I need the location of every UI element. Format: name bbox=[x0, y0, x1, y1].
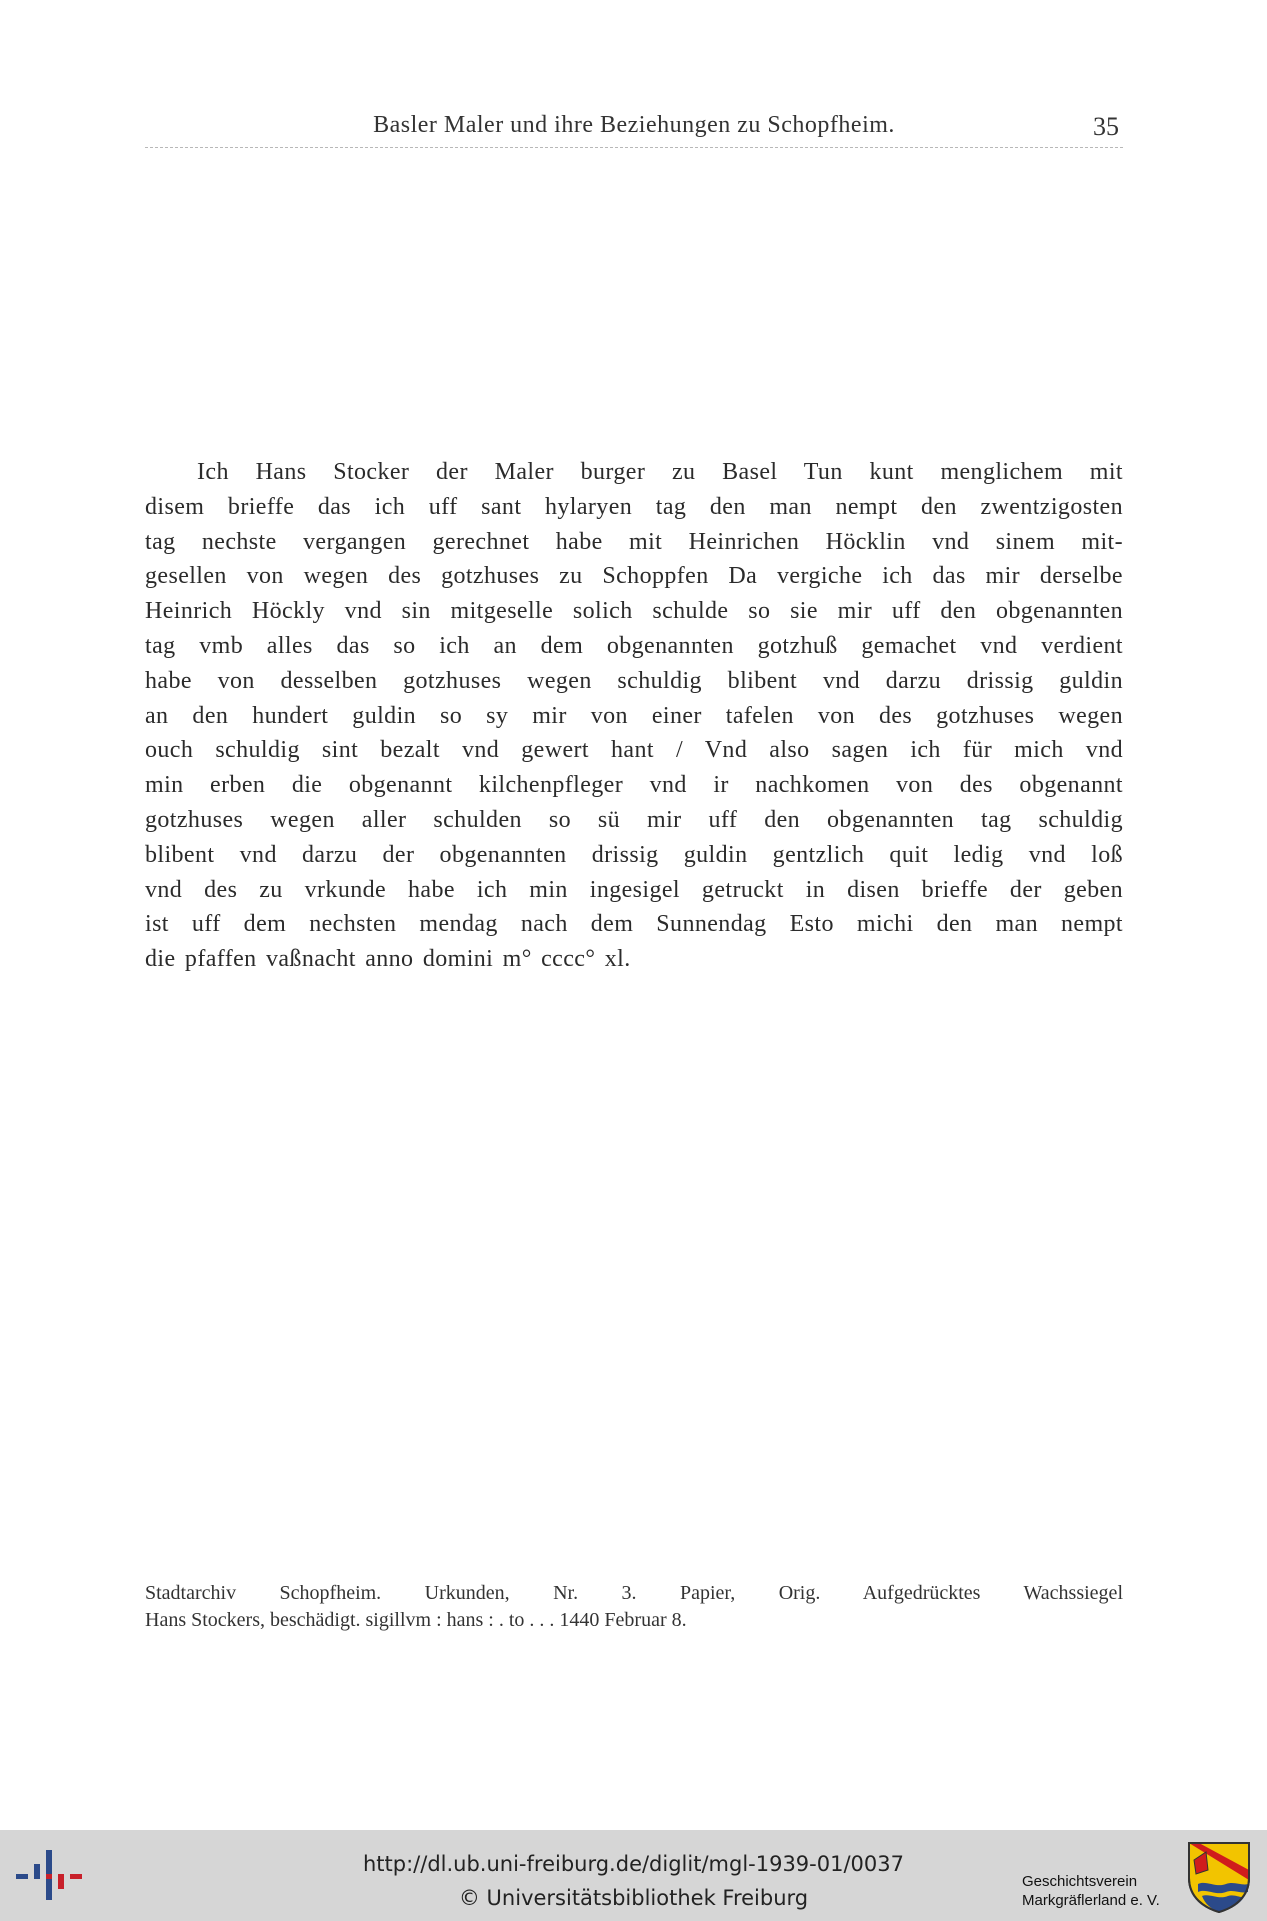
body-line: disem brieffe das ich uff sant hylaryen tag den man nempt den zwentzigosten bbox=[145, 493, 1123, 520]
footnote-line: Hans Stockers, beschädigt. sigillvm : hans : . to . . . 1440 Februar 8. bbox=[145, 1609, 687, 1631]
body-line: Heinrich Höckly vnd sin mitgeselle solich schulde so sie mir uff den obgenannten bbox=[145, 598, 1123, 625]
body-line: tag vmb alles das so ich an dem obgenannten gotzhuß gemachet vnd verdient bbox=[145, 632, 1123, 659]
copyright-notice: © Universitätsbibliothek Freiburg bbox=[458, 1886, 809, 1910]
permalink-url[interactable]: http://dl.ub.uni-freiburg.de/diglit/mgl-1939-01/0037 bbox=[362, 1852, 904, 1876]
source-footnote bbox=[145, 1580, 1123, 1634]
footnote-line: Stadtarchiv Schopfheim. Urkunden, Nr. 3. Papier, Orig. Aufgedrücktes Wachssiegel bbox=[145, 1582, 1123, 1604]
body-line: habe von desselben gotzhuses wegen schuldig blibent vnd darzu drissig guldin bbox=[145, 667, 1123, 694]
page-number: 35 bbox=[1093, 112, 1119, 141]
coat-of-arms-icon[interactable] bbox=[1186, 1840, 1252, 1914]
body-line: die pfaffen vaßnacht anno domini m° cccc° xl. bbox=[145, 946, 631, 973]
society-name bbox=[1022, 1872, 1160, 1910]
running-head bbox=[145, 108, 1123, 148]
body-line: gotzhuses wegen aller schulden so sü mir uff den obgenannten tag schuldig bbox=[145, 806, 1123, 833]
footer-bar bbox=[0, 1830, 1267, 1921]
header-rule bbox=[145, 147, 1123, 148]
society-name-line1: Geschichtsverein bbox=[1022, 1873, 1138, 1890]
body-line: gesellen von wegen des gotzhuses zu Schoppfen Da vergiche ich das mir derselbe bbox=[145, 563, 1123, 590]
society-name-line2: Markgräflerland e. V. bbox=[1022, 1892, 1160, 1909]
body-line: tag nechste vergangen gerechnet habe mit Heinrichen Höcklin vnd sinem mit- bbox=[145, 528, 1123, 555]
document-body bbox=[145, 455, 1123, 977]
body-line: min erben die obgenannt kilchenpfleger vnd ir nachkomen von des obgenannt bbox=[145, 772, 1123, 799]
body-line: an den hundert guldin so sy mir von einer tafelen von des gotzhuses wegen bbox=[145, 702, 1123, 729]
body-line: ouch schuldig sint bezalt vnd gewert hant / Vnd also sagen ich für mich vnd bbox=[145, 737, 1123, 764]
body-line: blibent vnd darzu der obgenannten drissig guldin gentzlich quit ledig vnd loß bbox=[145, 841, 1123, 868]
body-line: ist uff dem nechsten mendag nach dem Sunnendag Esto michi den man nempt bbox=[145, 911, 1123, 938]
body-line: Ich Hans Stocker der Maler burger zu Basel Tun kunt menglichem mit bbox=[197, 459, 1123, 485]
running-title: Basler Maler und ihre Beziehungen zu Schopfheim. bbox=[373, 112, 895, 138]
body-line: vnd des zu vrkunde habe ich min ingesigel getruckt in disen brieffe der geben bbox=[145, 876, 1123, 903]
